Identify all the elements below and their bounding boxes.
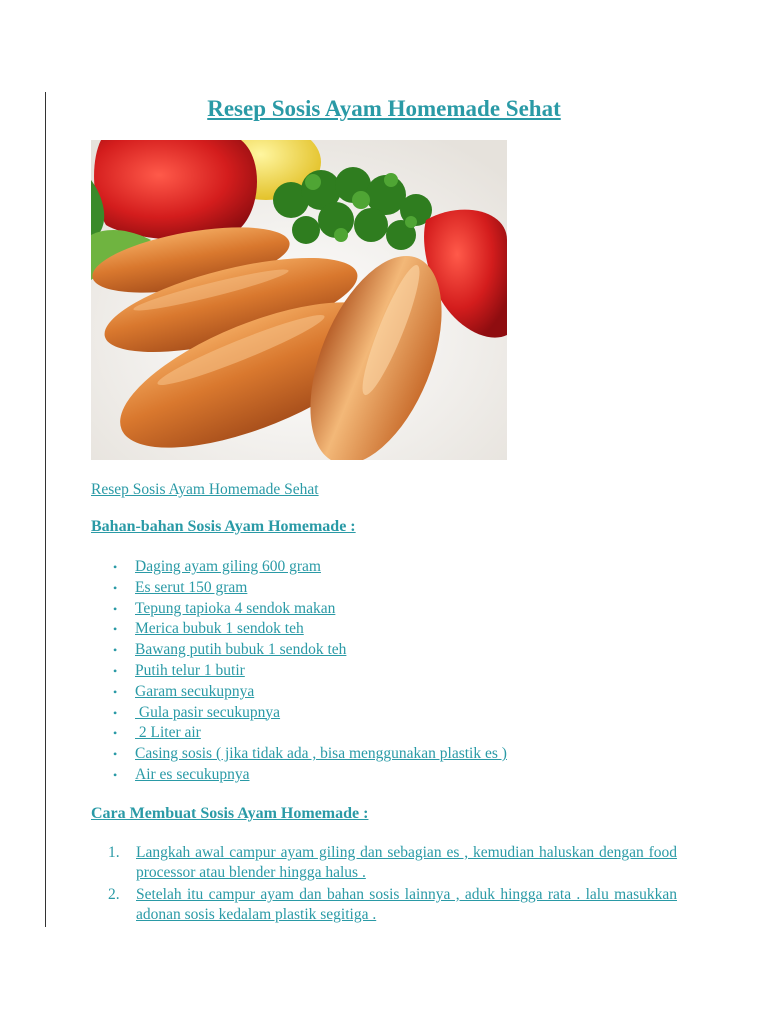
ingredient-link[interactable]: Air es secukupnya — [135, 765, 250, 783]
ingredient-link[interactable]: 2 Liter air — [135, 724, 201, 742]
ingredient-link[interactable]: Es serut 150 gram — [135, 578, 248, 596]
list-item — [113, 723, 507, 744]
ingredient-link[interactable]: Putih telur 1 butir — [135, 661, 245, 679]
list-item — [108, 885, 677, 925]
steps-list — [108, 843, 677, 927]
ingredient-link[interactable]: Bawang putih bubuk 1 sendok teh — [135, 641, 347, 659]
list-item — [113, 557, 507, 578]
bullet-icon: • — [113, 622, 118, 637]
ingredient-link[interactable]: Daging ayam giling 600 gram — [135, 558, 321, 575]
step-link[interactable]: Langkah awal campur ayam giling dan sebagian es , kemudian haluskan dengan food processor atau blender hingga halus . — [136, 844, 677, 881]
page-title[interactable]: Resep Sosis Ayam Homemade Sehat — [207, 96, 561, 121]
list-item — [113, 661, 507, 682]
ingredient-link[interactable]: Garam secukupnya — [135, 682, 255, 700]
step-number: 2. — [108, 886, 120, 903]
ingredients-heading[interactable]: Bahan-bahan Sosis Ayam Homemade : — [91, 518, 356, 535]
bullet-icon: • — [113, 560, 118, 574]
steps-heading[interactable]: Cara Membuat Sosis Ayam Homemade : — [91, 805, 369, 822]
ingredients-list — [113, 557, 507, 786]
list-item — [113, 599, 507, 620]
bullet-icon: • — [113, 726, 118, 741]
list-item — [113, 578, 507, 599]
step-number: 1. — [108, 844, 120, 861]
list-item — [108, 843, 677, 883]
list-item — [113, 682, 507, 703]
page-margin-line — [45, 92, 46, 927]
ingredient-link[interactable]: Merica bubuk 1 sendok teh — [135, 620, 304, 638]
list-item — [113, 765, 507, 786]
bullet-icon: • — [113, 580, 118, 595]
bullet-icon: • — [113, 601, 118, 616]
image-caption[interactable]: Resep Sosis Ayam Homemade Sehat — [91, 481, 319, 498]
ingredient-link[interactable]: Casing sosis ( jika tidak ada , bisa menggunakan plastik es ) — [135, 745, 507, 763]
bullet-icon: • — [113, 684, 118, 699]
step-link[interactable]: Setelah itu campur ayam dan bahan sosis lainnya , aduk hingga rata . lalu masukkan adonan sosis kedalam plastik segitiga . — [136, 886, 677, 923]
bullet-icon: • — [113, 663, 118, 678]
sausage-photo — [91, 140, 507, 460]
bullet-icon: • — [113, 747, 118, 762]
ingredient-link[interactable]: Tepung tapioka 4 sendok makan — [135, 599, 336, 617]
bullet-icon: • — [113, 705, 118, 720]
bullet-icon: • — [113, 643, 118, 658]
list-item — [113, 619, 507, 640]
list-item — [113, 703, 507, 724]
ingredient-link[interactable]: Gula pasir secukupnya — [135, 703, 281, 721]
list-item — [113, 744, 507, 765]
list-item — [113, 640, 507, 661]
bullet-icon: • — [113, 767, 118, 782]
